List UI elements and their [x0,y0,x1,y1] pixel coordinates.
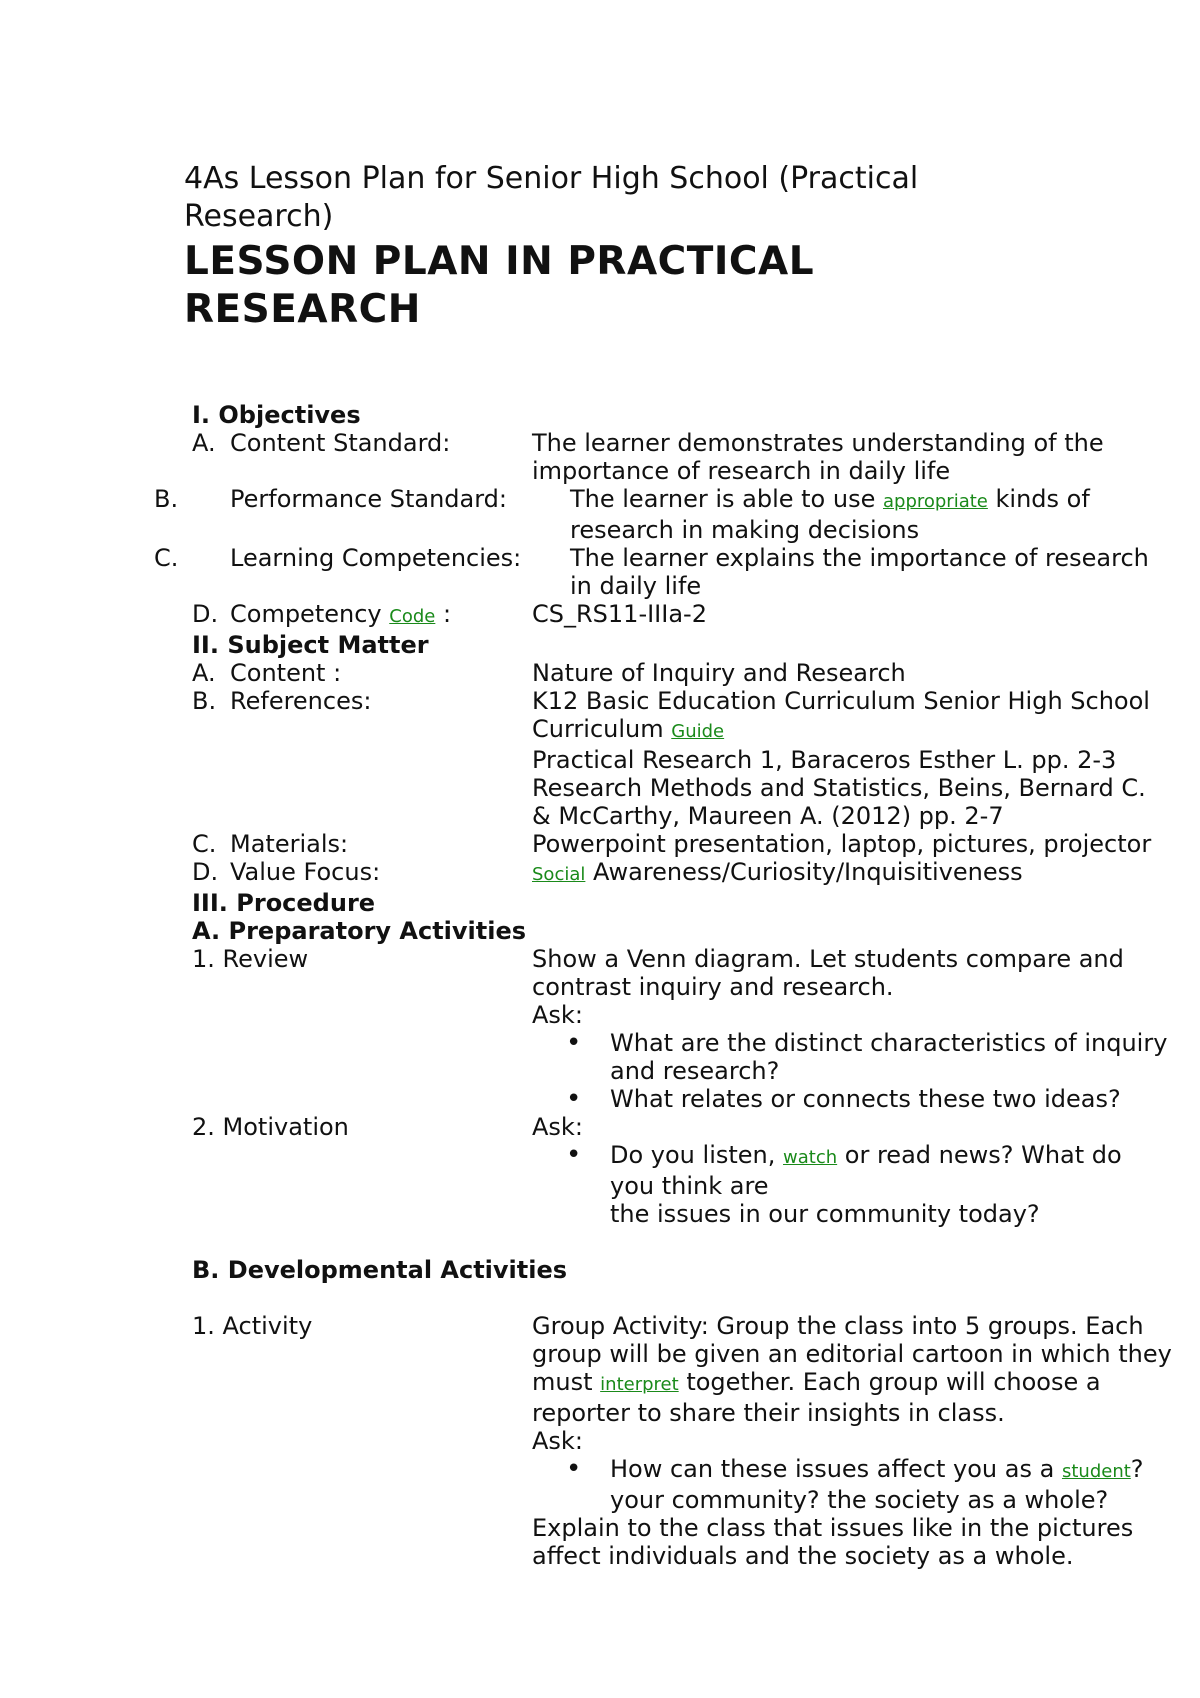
value-focus-value: Awareness/Curiosity/Inquisitiveness [593,858,1023,886]
item-mark: A. [192,659,216,687]
activity-q-text-cont: ? your community? the society as a whole? [610,1455,1144,1514]
review-ask: Ask: [532,1001,583,1029]
review-text: Show a Venn diagram. Let students compare and contrast inquiry and research. [532,945,1124,1001]
learning-competencies-value: The learner explains the importance of research in daily life [570,544,1149,600]
motivation-q-text: Do you listen, [610,1141,776,1169]
item-mark: A. [192,429,216,457]
reference-3: Research Methods and Statistics, Beins, Bernard C. & McCarthy, Maureen A. (2012) pp. 2-7 [532,774,1146,830]
references-label: References: [230,687,372,715]
review-label: 1. Review [192,945,309,973]
motivation-q-text-end: the issues in our community today? [610,1200,1040,1228]
content-label: Content : [230,659,342,687]
appropriate-link[interactable]: appropriate [882,491,988,512]
motivation-questions [532,1141,1172,1228]
list-item: • What relates or connects these two ideas? [532,1085,1172,1113]
content-standard-value: The learner demonstrates understanding of the importance of research in daily life [532,429,1104,485]
references-row [192,687,1172,830]
document-title: LESSON PLAN IN PRACTICAL RESEARCH [184,239,815,332]
item-mark: B. [154,485,179,513]
activity-explain: Explain to the class that issues like in the pictures affect individuals and the society as a whole. [532,1514,1134,1570]
list-item: • What are the distinct characteristics of inquiry and research? [532,1029,1172,1085]
performance-standard-label: Performance Standard: [230,485,507,513]
motivation-label: 2. Motivation [192,1113,349,1141]
procedure-heading: III. Procedure [192,889,376,917]
content-row [192,659,1172,687]
competency-code-row [192,600,1172,631]
competency-code-label: Competency [230,600,382,628]
developmental-heading: B. Developmental Activities [192,1256,568,1284]
competency-code-colon: : [442,600,452,628]
activity-text [532,1312,1172,1427]
student-link[interactable]: student [1061,1461,1131,1482]
activity-questions [532,1455,1172,1514]
content-standard-row [192,429,1172,485]
social-link[interactable]: Social [532,864,586,885]
list-item [532,1141,1172,1228]
item-mark: B. [192,687,217,715]
value-focus-label: Value Focus: [230,858,381,886]
motivation-row [192,1113,1172,1228]
activity-text-start: Group Activity: Group the class into 5 groups. Each group will be given an editorial cartoon in which they must [532,1312,1172,1396]
list-item [532,1455,1172,1514]
review-row [192,945,1172,1113]
competency-code-value: CS_RS11-IIIa-2 [532,600,707,628]
reference-1 [532,687,1172,746]
item-mark: C. [154,544,179,572]
code-link[interactable]: Code [389,606,436,627]
content-value: Nature of Inquiry and Research [532,659,906,687]
activity-label: 1. Activity [192,1312,313,1340]
preparatory-heading: A. Preparatory Activities [192,917,527,945]
performance-standard-row [154,485,1172,544]
materials-row [192,830,1172,858]
performance-standard-value-cont: kinds of research in making decisions [570,485,1090,544]
guide-link[interactable]: Guide [671,721,725,742]
learning-competencies-row [154,544,1172,600]
item-mark: D. [192,858,219,886]
document-subtitle: 4As Lesson Plan for Senior High School (Practical Research) [184,161,919,234]
activity-ask: Ask: [532,1427,583,1455]
item-mark: C. [192,830,217,858]
lesson-plan-body [154,401,1172,1570]
motivation-ask: Ask: [532,1113,583,1141]
subject-matter-heading: II. Subject Matter [192,631,429,659]
activity-row [192,1312,1172,1570]
materials-label: Materials: [230,830,349,858]
materials-value: Powerpoint presentation, laptop, pictures, projector [532,830,1152,858]
review-questions [532,1029,1172,1113]
content-standard-label: Content Standard: [230,429,451,457]
item-mark: D. [192,600,219,628]
activity-q-text: How can these issues affect you as a [610,1455,1055,1483]
learning-competencies-label: Learning Competencies: [230,544,522,572]
motivation-q-text-cont: or read news? What do you think are [610,1141,1122,1200]
interpret-link[interactable]: interpret [600,1374,679,1395]
value-focus-row [192,858,1172,889]
performance-standard-value: The learner is able to use [570,485,876,513]
reference-2: Practical Research 1, Baraceros Esther L. pp. 2-3 [532,746,1117,774]
objectives-heading: I. Objectives [192,401,361,429]
watch-link[interactable]: watch [783,1147,838,1168]
activity-text-end: together. Each group will choose a reporter to share their insights in class. [532,1368,1101,1427]
reference-1-text: K12 Basic Education Curriculum Senior High School Curriculum [532,687,1150,743]
